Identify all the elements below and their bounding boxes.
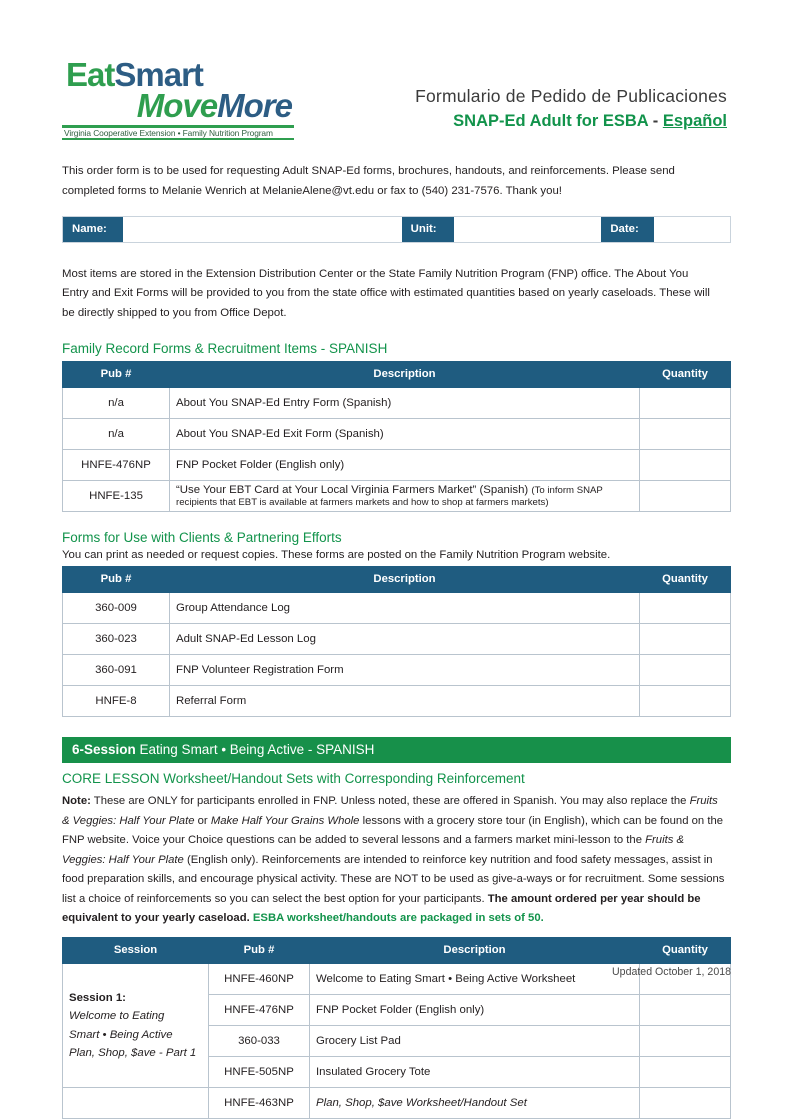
storage-note-paragraph: Most items are stored in the Extension Distribution Center or the State Family Nutrition Program (FNP) office. The About You Entry and Exit Forms will be provided to you from the state office with estimated quantities based on yearly caseloads. These will be directly shipped to you from Office Depot. (62, 267, 710, 319)
banner-rest-text: Eating Smart • Being Active - SPANISH (135, 742, 375, 758)
cell-description: Referral Form (170, 686, 640, 717)
core-lesson-heading: CORE LESSON Worksheet/Handout Sets with Corresponding Reinforcement (62, 771, 525, 787)
cell-quantity[interactable] (640, 450, 731, 481)
cell-quantity[interactable] (640, 388, 731, 419)
cell-quantity[interactable] (640, 1026, 731, 1057)
cell-description (170, 481, 640, 512)
eat-smart-move-more-logo (62, 58, 294, 140)
cell-pub: HNFE-460NP (209, 964, 310, 995)
table-header-row (63, 938, 731, 964)
unit-input[interactable] (454, 217, 601, 242)
section1-heading: Family Record Forms & Recruitment Items - SPANISH (62, 341, 388, 357)
cell-quantity[interactable] (640, 995, 731, 1026)
col-description: Description (170, 362, 640, 388)
table-row (63, 419, 731, 450)
cell-quantity[interactable] (640, 593, 731, 624)
col-quantity: Quantity (640, 362, 731, 388)
col-session: Session (63, 938, 209, 964)
cell-quantity[interactable] (640, 655, 731, 686)
session-label: Session 1: (69, 991, 126, 1004)
table-row (63, 450, 731, 481)
table-row (63, 388, 731, 419)
name-label: Name: (63, 217, 123, 242)
cell-description (310, 1088, 640, 1119)
cell-description-note: (To inform SNAP recipients that EBT is available at farmers markets and how to shop at farmers markets) (176, 485, 603, 509)
col-pub: Pub # (63, 567, 170, 593)
cell-quantity[interactable] (640, 686, 731, 717)
logo-line-2 (62, 89, 292, 122)
page-subtitle (294, 112, 727, 131)
note-part-3: lessons with a grocery store tour (in English), which can be found on the FNP website. Voice your Choice questions can be added to several lessons and a farmers market mini-lesson to the (62, 814, 724, 847)
logo-tagline: Virginia Cooperative Extension • Family Nutrition Program (64, 128, 273, 138)
cell-session (63, 1088, 209, 1119)
note-green-emphasis: ESBA worksheet/handouts are packaged in sets of 50. (249, 911, 544, 924)
cell-pub: HNFE-505NP (209, 1057, 310, 1088)
section2-table (62, 566, 731, 717)
cell-pub: HNFE-135 (63, 481, 170, 512)
cell-pub: n/a (63, 419, 170, 450)
cell-pub: HNFE-8 (63, 686, 170, 717)
cell-session (63, 964, 209, 1088)
section1-table (62, 361, 731, 512)
cell-quantity[interactable] (640, 624, 731, 655)
cell-description: FNP Pocket Folder (English only) (310, 995, 640, 1026)
col-quantity: Quantity (640, 567, 731, 593)
cell-pub: 360-023 (63, 624, 170, 655)
table-row (63, 655, 731, 686)
name-unit-date-bar (62, 216, 731, 243)
table-row (63, 481, 731, 512)
logo-divider-bottom (62, 138, 294, 140)
cell-quantity[interactable] (640, 419, 731, 450)
cell-quantity[interactable] (640, 1057, 731, 1088)
banner-bold-text: 6-Session (72, 742, 136, 758)
col-quantity: Quantity (640, 938, 731, 964)
note-italic-3: Fruits & Veggies: Half Your Plate (62, 834, 685, 866)
unit-label: Unit: (402, 217, 455, 242)
section2-subheading: You can print as needed or request copies. These forms are posted on the Family Nutrition Program website. (62, 549, 611, 562)
cell-pub: HNFE-476NP (209, 995, 310, 1026)
cell-description: About You SNAP-Ed Exit Form (Spanish) (170, 419, 640, 450)
page-title: Formulario de Pedido de Publicaciones (415, 86, 727, 106)
cell-description: FNP Pocket Folder (English only) (170, 450, 640, 481)
note-label: Note: (62, 795, 91, 808)
title-block (294, 58, 731, 131)
intro-paragraph: This order form is to be used for requesting Adult SNAP-Ed forms, brochures, handouts, and reinforcements. Please send completed forms to Melanie Wenrich at MelanieAlene@vt.edu or fax to (540) 231-7576. Thank you! (62, 165, 675, 198)
table-header-row (63, 362, 731, 388)
subtitle-language-link[interactable]: Español (662, 112, 727, 130)
col-pub: Pub # (209, 938, 310, 964)
cell-description: FNP Volunteer Registration Form (170, 655, 640, 686)
session-line-2: Smart • Being Active (69, 1028, 173, 1041)
table-row (63, 593, 731, 624)
note-paragraph (62, 792, 727, 928)
date-input[interactable] (654, 217, 730, 242)
section2-heading: Forms for Use with Clients & Partnering Efforts (62, 530, 342, 546)
note-part-4: (English only). Reinforcements are intended to reinforce key nutrition and food safety messages, assist in food preparation skills, and encourage physical activity. These are NOT to be used as give-a-ways or for recruitment. Some sessions list a choice of reinforcements so you can select the best option for your participants. (62, 853, 725, 905)
footer-updated-date: Updated October 1, 2018 (612, 966, 731, 978)
cell-pub: HNFE-476NP (63, 450, 170, 481)
subtitle-dash: - (652, 112, 659, 130)
cell-description: Insulated Grocery Tote (310, 1057, 640, 1088)
logo-word-more: More (217, 87, 292, 124)
session-line-3: Plan, Shop, $ave - Part 1 (69, 1047, 197, 1060)
note-part-2: or (194, 814, 211, 827)
session-banner (62, 737, 731, 763)
col-description: Description (170, 567, 640, 593)
name-input[interactable] (123, 217, 402, 242)
cell-description-italic: Plan, Shop, $ave Worksheet/Handout Set (316, 1097, 527, 1110)
note-bold-emphasis: The amount ordered per year should be equivalent to your yearly caseload. (62, 892, 701, 924)
logo-word-move: Move (136, 87, 218, 124)
cell-description: About You SNAP-Ed Entry Form (Spanish) (170, 388, 640, 419)
page-content (62, 0, 731, 1119)
logo-word-smart: Smart (114, 56, 203, 93)
document-header (62, 0, 731, 140)
cell-quantity[interactable] (640, 481, 731, 512)
cell-description: Welcome to Eating Smart • Being Active Worksheet (310, 964, 640, 995)
cell-pub: n/a (63, 388, 170, 419)
note-italic-1: Fruits & Veggies: Half Your Plate (62, 795, 718, 827)
table-row (63, 1088, 731, 1119)
date-label: Date: (601, 217, 654, 242)
col-pub: Pub # (63, 362, 170, 388)
table-row (63, 686, 731, 717)
cell-description: Adult SNAP-Ed Lesson Log (170, 624, 640, 655)
session-line-1: Welcome to Eating (69, 1010, 165, 1023)
cell-pub: 360-009 (63, 593, 170, 624)
section3-table (62, 937, 731, 1119)
logo-word-eat: Eat (66, 56, 115, 93)
col-description: Description (310, 938, 640, 964)
note-italic-2: Make Half Your Grains Whole (210, 814, 360, 827)
note-part-1: These are ONLY for participants enrolled in FNP. Unless noted, these are offered in Spanish. You may also replace the (90, 795, 690, 808)
table-row (63, 624, 731, 655)
cell-pub: 360-091 (63, 655, 170, 686)
cell-pub: 360-033 (209, 1026, 310, 1057)
cell-description: Group Attendance Log (170, 593, 640, 624)
cell-quantity[interactable] (640, 1088, 731, 1119)
cell-pub: HNFE-463NP (209, 1088, 310, 1119)
cell-description-main: “Use Your EBT Card at Your Local Virginia Farmers Market” (Spanish) (176, 484, 529, 497)
table-header-row (63, 567, 731, 593)
subtitle-main: SNAP-Ed Adult for ESBA (453, 112, 649, 130)
cell-description: Grocery List Pad (310, 1026, 640, 1057)
